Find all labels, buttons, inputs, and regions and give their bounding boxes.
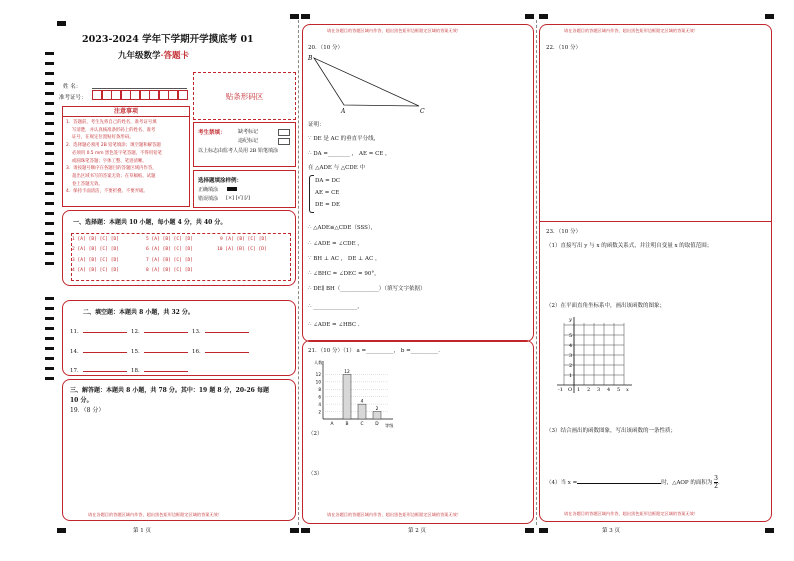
choice-1[interactable]: 1 [A] [B] [C] [D] bbox=[72, 237, 120, 242]
notice-title: 注意事项 bbox=[63, 107, 189, 117]
position-mark bbox=[525, 14, 534, 19]
choice-10[interactable]: 10 [A] [B] [C] [D] bbox=[217, 247, 267, 252]
section3-title-line2: 10 分。 bbox=[70, 397, 93, 404]
section2-box bbox=[62, 300, 296, 376]
y-tick-label: 2 bbox=[318, 409, 321, 415]
position-mark bbox=[290, 528, 299, 533]
data-label: 4 bbox=[360, 399, 364, 405]
choice-area bbox=[71, 233, 291, 281]
q21-part3: （3） bbox=[308, 471, 323, 477]
choice-7[interactable]: 7 [A] [B] [C] [D] bbox=[146, 258, 194, 263]
q21-part2: （2） bbox=[308, 431, 323, 437]
blank-16[interactable]: 16． bbox=[192, 346, 249, 355]
position-mark bbox=[301, 528, 310, 533]
choice-3[interactable]: 3 [A] [B] [C] [D] bbox=[72, 258, 120, 263]
bar bbox=[358, 404, 366, 419]
svg-text:3: 3 bbox=[597, 387, 601, 393]
bar bbox=[373, 412, 381, 419]
coordinate-grid[interactable] bbox=[552, 315, 642, 410]
choice-2[interactable]: 2 [A] [B] [C] [D] bbox=[72, 247, 120, 252]
q20-statement-blank[interactable]: ∴ ________________， bbox=[308, 304, 363, 310]
status-box: 考生禁填： 缺考标记 违纪标记 以上标志由监考人员用 2B 铅笔填涂 bbox=[193, 122, 296, 167]
section3-title-line1: 三、解答题：本题共 8 小题，共 78 分。其中：19 题 8 分，20-26 每题 bbox=[70, 387, 269, 394]
violation-mark-box[interactable] bbox=[278, 138, 290, 145]
column-divider bbox=[298, 20, 299, 525]
y-tick-label: 10 bbox=[315, 379, 321, 385]
x-tick-label: A bbox=[330, 422, 334, 427]
page-number: 第 2 页 bbox=[408, 528, 426, 534]
notice-box bbox=[62, 106, 190, 207]
q19-answer-area[interactable] bbox=[95, 405, 295, 509]
section3-box bbox=[62, 379, 296, 521]
name-field[interactable] bbox=[92, 88, 187, 89]
notice-list: 1．答题前，考生先将自己的姓名，准考证号填 写清楚，并认真核准条形码上的姓名、准考 证号，在规定位置贴好条形码。 2．选择题必须用 2B 铅笔填涂；填空题和解答题 必须用 0.5 mm 黑色签字笔答题，不得用铅笔 或圆珠笔答题；字体工整、笔迹清晰。 3．请按题号顺序在各题目的答题区域内作答， 超出区域书写的答案无效；在草稿纸、试题 卷上答题无效。 4．保持卡面清洁，不要折叠、不要弄破。 bbox=[66, 120, 162, 195]
warning-text: 请在各题目的答题区域内作答，超出黑色矩形边框限定区域的答案无效！ bbox=[88, 512, 223, 517]
vertex-a: A bbox=[341, 108, 346, 113]
svg-text:4: 4 bbox=[569, 343, 573, 349]
position-mark bbox=[57, 528, 66, 533]
blank-14[interactable]: 14． bbox=[70, 346, 127, 355]
y-tick-label: 4 bbox=[318, 401, 321, 407]
svg-text:3: 3 bbox=[569, 353, 573, 359]
q22-q23-box: 请在各题目的答题区域内作答，超出黑色矩形边框限定区域的答案无效！ 22．（10 分） 23．（10 分） （1）直接写出 y 与 x 的函数关系式，并注明自变量 x 的取值范围； （2）在平面直角坐标系中，画出该函数的图象； 1 2 3 4 5 1 2 3 4 5 x y O -1 （3）结合画出的函数图象，写出该函数的一条性质； （4）当 x = 时，△AOP 的面积为 $\frac{3}{2}$ ． 请在各题目的答题区域内作答，超出黑色矩形边框限定区域的答案无效！ bbox=[539, 24, 772, 522]
svg-text:5: 5 bbox=[617, 387, 621, 393]
blank-15[interactable]: 15． bbox=[131, 346, 188, 355]
svg-text:1: 1 bbox=[569, 373, 573, 379]
barcode-label: 贴条形码区 bbox=[225, 92, 264, 101]
svg-text:5: 5 bbox=[569, 333, 573, 339]
vertex-b: B bbox=[308, 55, 313, 62]
barcode-area bbox=[193, 72, 296, 120]
position-mark bbox=[525, 528, 534, 533]
section1-box bbox=[62, 210, 296, 286]
position-mark bbox=[290, 14, 299, 19]
svg-text:y: y bbox=[569, 317, 572, 323]
svg-text:4: 4 bbox=[607, 387, 611, 393]
q23-head: 23．（10 分） bbox=[546, 229, 581, 235]
page-number: 第 1 页 bbox=[133, 528, 151, 534]
position-mark bbox=[57, 21, 66, 26]
choice-5[interactable]: 5 [A] [B] [C] [D] bbox=[146, 237, 194, 242]
x-tick-label: C bbox=[360, 422, 364, 427]
q20-box: 请在各题目的答题区域内作答，超出黑色矩形边框限定区域的答案无效！ 20．（10 分） B A C 证明： ∵ DE 是 AC 的垂直平分线， ∴ DA =________ ， AE = CE ， 在 △ADE 与 △CDE 中 DA = DC AE = CE DE = DE ∴ △ADE≌△CDE（SSS）， ∴ ∠ADE = ∠CDE ， ∵ BH ⊥ AC ， DE ⊥ AC ， ∴ ∠BHC = ∠DEC = 90°， ∴ DE∥ BH（______________）（填写文字依据） ∴ ________________， ∴ ∠ADE = ∠HBC ． bbox=[302, 24, 534, 342]
exam-title: 2023-2024 学年下学期开学摸底考 01 bbox=[82, 34, 254, 45]
triangle-figure bbox=[306, 51, 434, 113]
q19-label: 19．（8 分） bbox=[70, 407, 105, 414]
column-divider bbox=[536, 20, 537, 525]
correct-fill-sample bbox=[227, 187, 237, 191]
y-tick-label: 8 bbox=[318, 387, 321, 393]
svg-text:1: 1 bbox=[577, 387, 581, 393]
q22-head: 22．（10 分） bbox=[546, 45, 581, 51]
y-axis-label: 人数 bbox=[314, 360, 323, 365]
vertex-c: C bbox=[420, 108, 425, 113]
x-tick-label: B bbox=[345, 422, 349, 427]
x-axis-label: 等级 bbox=[385, 423, 394, 428]
exam-no-label: 准考证号： bbox=[59, 95, 87, 101]
q23-part4[interactable]: （4）当 x = 时，△AOP 的面积为 $\frac{3}{2}$ ． bbox=[546, 475, 724, 490]
page-number: 第 3 页 bbox=[602, 528, 620, 534]
choice-8[interactable]: 8 [A] [B] [C] [D] bbox=[146, 268, 194, 273]
section2-title: 二、填空题：本题共 8 小题，共 32 分。 bbox=[83, 309, 194, 316]
triangle-shape bbox=[314, 58, 419, 106]
q23-part1: （1）直接写出 y 与 x 的函数关系式，并注明自变量 x 的取值范围； bbox=[546, 243, 713, 249]
exam-no-boxes[interactable] bbox=[92, 90, 188, 100]
q20-blank-line[interactable]: ∴ DA =________ ， AE = CE ， bbox=[308, 151, 391, 157]
choice-9[interactable]: 9 [A] [B] [C] [D] bbox=[220, 237, 268, 242]
x-tick-label: D bbox=[375, 422, 379, 427]
q23-part3: （3）结合画出的函数图象，写出该函数的一条性质； bbox=[546, 428, 677, 434]
q20-reason-blank[interactable]: ∴ DE∥ BH（______________）（填写文字依据） bbox=[308, 286, 426, 292]
data-label: 12 bbox=[344, 369, 350, 375]
position-mark bbox=[765, 14, 774, 19]
q20-head: 20．（10 分） bbox=[308, 45, 343, 51]
data-label: 2 bbox=[375, 407, 379, 413]
name-label: 姓 名： bbox=[63, 84, 82, 90]
section1-title: 一、选择题：本题共 10 小题，每小题 4 分，共 40 分。 bbox=[73, 219, 227, 226]
position-mark bbox=[765, 528, 774, 533]
svg-text:O: O bbox=[568, 387, 573, 393]
exam-subtitle: 九年级数学·答题卡 bbox=[118, 51, 189, 61]
q21-head[interactable]: 21．（10 分）（1） a =__________， b =__________． bbox=[308, 348, 444, 354]
system-brace bbox=[309, 175, 314, 213]
grid-lines bbox=[564, 323, 624, 385]
blank-13[interactable]: 13． bbox=[192, 326, 249, 335]
absent-mark-box[interactable] bbox=[278, 129, 290, 136]
svg-text:x: x bbox=[626, 387, 629, 393]
position-mark bbox=[301, 14, 310, 19]
choice-4[interactable]: 4 [A] [B] [C] [D] bbox=[72, 268, 120, 273]
fill-example-box: 选择题填涂样例： 正确填涂 错误填涂 [×] [√] [/] bbox=[193, 170, 296, 208]
blank-17[interactable]: 17． bbox=[70, 365, 127, 374]
svg-text:2: 2 bbox=[569, 363, 573, 369]
bar-chart bbox=[307, 353, 407, 431]
position-mark bbox=[539, 14, 548, 19]
bar bbox=[343, 374, 351, 419]
svg-text:2: 2 bbox=[587, 387, 591, 393]
q23-part2: （2）在平面直角坐标系中，画出该函数的图象； bbox=[546, 303, 666, 309]
blank-18[interactable]: 18． bbox=[131, 365, 188, 374]
blank-11[interactable]: 11． bbox=[70, 326, 127, 335]
position-mark bbox=[539, 528, 548, 533]
y-tick-label: 12 bbox=[315, 372, 321, 378]
svg-text:-1: -1 bbox=[558, 387, 563, 393]
blank-12[interactable]: 12． bbox=[131, 326, 188, 335]
choice-6[interactable]: 6 [A] [B] [C] [D] bbox=[146, 247, 194, 252]
q22-q23-divider bbox=[540, 221, 771, 222]
y-tick-label: 6 bbox=[318, 394, 321, 400]
q21-box: 21．（10 分）（1） a =__________， b =__________． 2 4 6 8 10 12 人数 等级 A 12 B 4 C 2 D （2） （3） 请在各题目的答题区域内作答，超出黑色矩形边框限定区域的答案无效！ bbox=[302, 340, 534, 524]
